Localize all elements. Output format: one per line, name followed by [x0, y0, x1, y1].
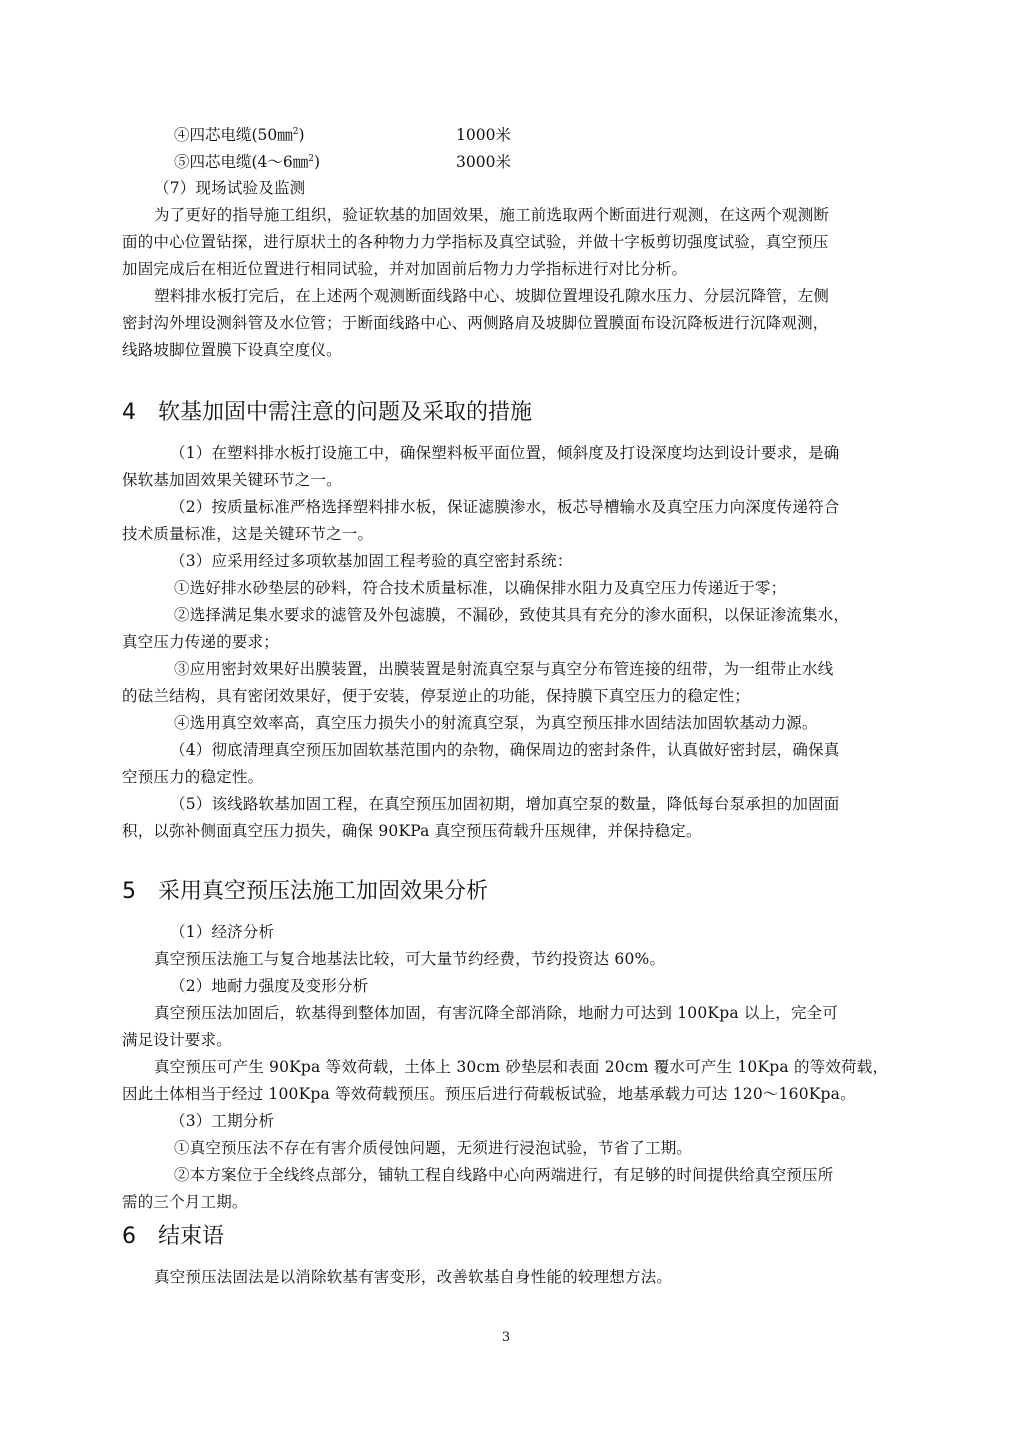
- paragraph-line: 技术质量标准，这是关键环节之一。: [122, 525, 374, 543]
- paragraph-line: 空预压力的稳定性。: [122, 768, 264, 786]
- paragraph-line: 密封沟外埋设测斜管及水位管；于断面线路中心、两侧路肩及坡脚位置膜面布设沉降板进行沉降观测，: [122, 314, 829, 332]
- paragraph-line: （5）该线路软基加固工程，在真空预压加固初期，增加真空泵的数量，降低每台泵承担的加固面: [170, 795, 840, 813]
- paragraph-line: 满足设计要求。: [122, 1031, 232, 1049]
- subheading: （1）经济分析: [170, 923, 275, 941]
- paragraph-line: 真空预压可产生 90Kpa 等效荷载，土体上 30cm 砂垫层和表面 20cm 覆水可产生 10Kpa 的等效荷载，: [154, 1058, 889, 1076]
- section-heading: 5 采用真空预压法施工加固效果分析: [122, 879, 489, 904]
- material-item: ④四芯电缆(50㎜$^2$): [174, 126, 305, 144]
- paragraph-line: ②本方案位于全线终点部分，铺轨工程自线路中心向两端进行，有足够的时间提供给真空预压所: [174, 1166, 834, 1184]
- paragraph-line: 真空预压法加固后，软基得到整体加固，有害沉降全部消除，地耐力可达到 100Kpa 以上，完全可: [154, 1004, 839, 1022]
- paragraph-line: 真空压力传递的要求；: [122, 633, 280, 651]
- paragraph-line: ③应用密封效果好出膜装置，出膜装置是射流真空泵与真空分布管连接的纽带，为一组带止水线: [174, 660, 834, 678]
- page-number: 3: [501, 1330, 511, 1345]
- paragraph-line: 塑料排水板打完后，在上述两个观测断面线路中心、坡脚位置埋设孔隙水压力、分层沉降管，左侧: [154, 287, 830, 305]
- paragraph-line: 为了更好的指导施工组织，验证软基的加固效果，施工前选取两个断面进行观测，在这两个观测断: [154, 206, 830, 224]
- paragraph-line: （1）在塑料排水板打设施工中，确保塑料板平面位置，倾斜度及打设深度均达到设计要求，是确: [170, 444, 840, 462]
- paragraph-line: ①选好排水砂垫层的砂料，符合技术质量标准，以确保排水阻力及真空压力传递近于零；: [174, 579, 787, 597]
- paragraph-line: 真空预压法施工与复合地基法比较，可大量节约经费，节约投资达 60%。: [154, 950, 666, 968]
- paragraph-line: ④选用真空效率高，真空压力损失小的射流真空泵，为真空预压排水固结法加固软基动力源。: [174, 714, 818, 732]
- paragraph-line: 的砝兰结构，具有密闭效果好，便于安装，停泵逆止的功能，保持膜下真空压力的稳定性；: [122, 687, 751, 705]
- paragraph-line: 因此土体相当于经过 100Kpa 等效荷载预压。预压后进行荷载板试验，地基承载力可达 120～160Kpa。: [122, 1085, 856, 1103]
- material-item: ⑤四芯电缆(4～6㎜$^2$): [174, 153, 321, 171]
- subheading: （7）现场试验及监测: [154, 179, 306, 197]
- paragraph-line: ②选择满足集水要求的滤管及外包滤膜，不漏砂，致使其具有充分的渗水面积，以保证渗流集水，: [174, 606, 850, 624]
- section-heading: 6 结束语: [122, 1224, 225, 1249]
- paragraph-line: （2）按质量标准严格选择塑料排水板，保证滤膜渗水，板芯导槽输水及真空压力向深度传递符合: [170, 498, 840, 516]
- material-qty: 1000米: [456, 126, 511, 144]
- paragraph-line: 加固完成后在相近位置进行相同试验，并对加固前后物力力学指标进行对比分析。: [122, 260, 688, 278]
- paragraph-line: 保软基加固效果关键环节之一。: [122, 471, 342, 489]
- paragraph-line: 真空预压法固法是以消除软基有害变形，改善软基自身性能的较理想方法。: [154, 1268, 673, 1286]
- paragraph-line: 积，以弥补侧面真空压力损失，确保 90KPa 真空预压荷载升压规律，并保持稳定。: [122, 822, 702, 840]
- subheading: （2）地耐力强度及变形分析: [170, 977, 369, 995]
- paragraph-line: ①真空预压法不存在有害介质侵蚀问题，无须进行浸泡试验，节省了工期。: [174, 1139, 693, 1157]
- section-heading: 4 软基加固中需注意的问题及采取的措施: [122, 400, 533, 425]
- paragraph-line: （3）应采用经过多项软基加固工程考验的真空密封系统：: [170, 552, 573, 570]
- subheading: （3）工期分析: [170, 1112, 275, 1130]
- paragraph-line: 面的中心位置钻探，进行原状土的各种物力力学指标及真空试验，并做十字板剪切强度试验，真空预压: [122, 233, 829, 251]
- material-qty: 3000米: [456, 153, 511, 171]
- paragraph-line: 线路坡脚位置膜下设真空度仪。: [122, 341, 342, 359]
- paragraph-line: 需的三个月工期。: [122, 1193, 248, 1211]
- paragraph-line: （4）彻底清理真空预压加固软基范围内的杂物，确保周边的密封条件，认真做好密封层，确保真: [170, 741, 840, 759]
